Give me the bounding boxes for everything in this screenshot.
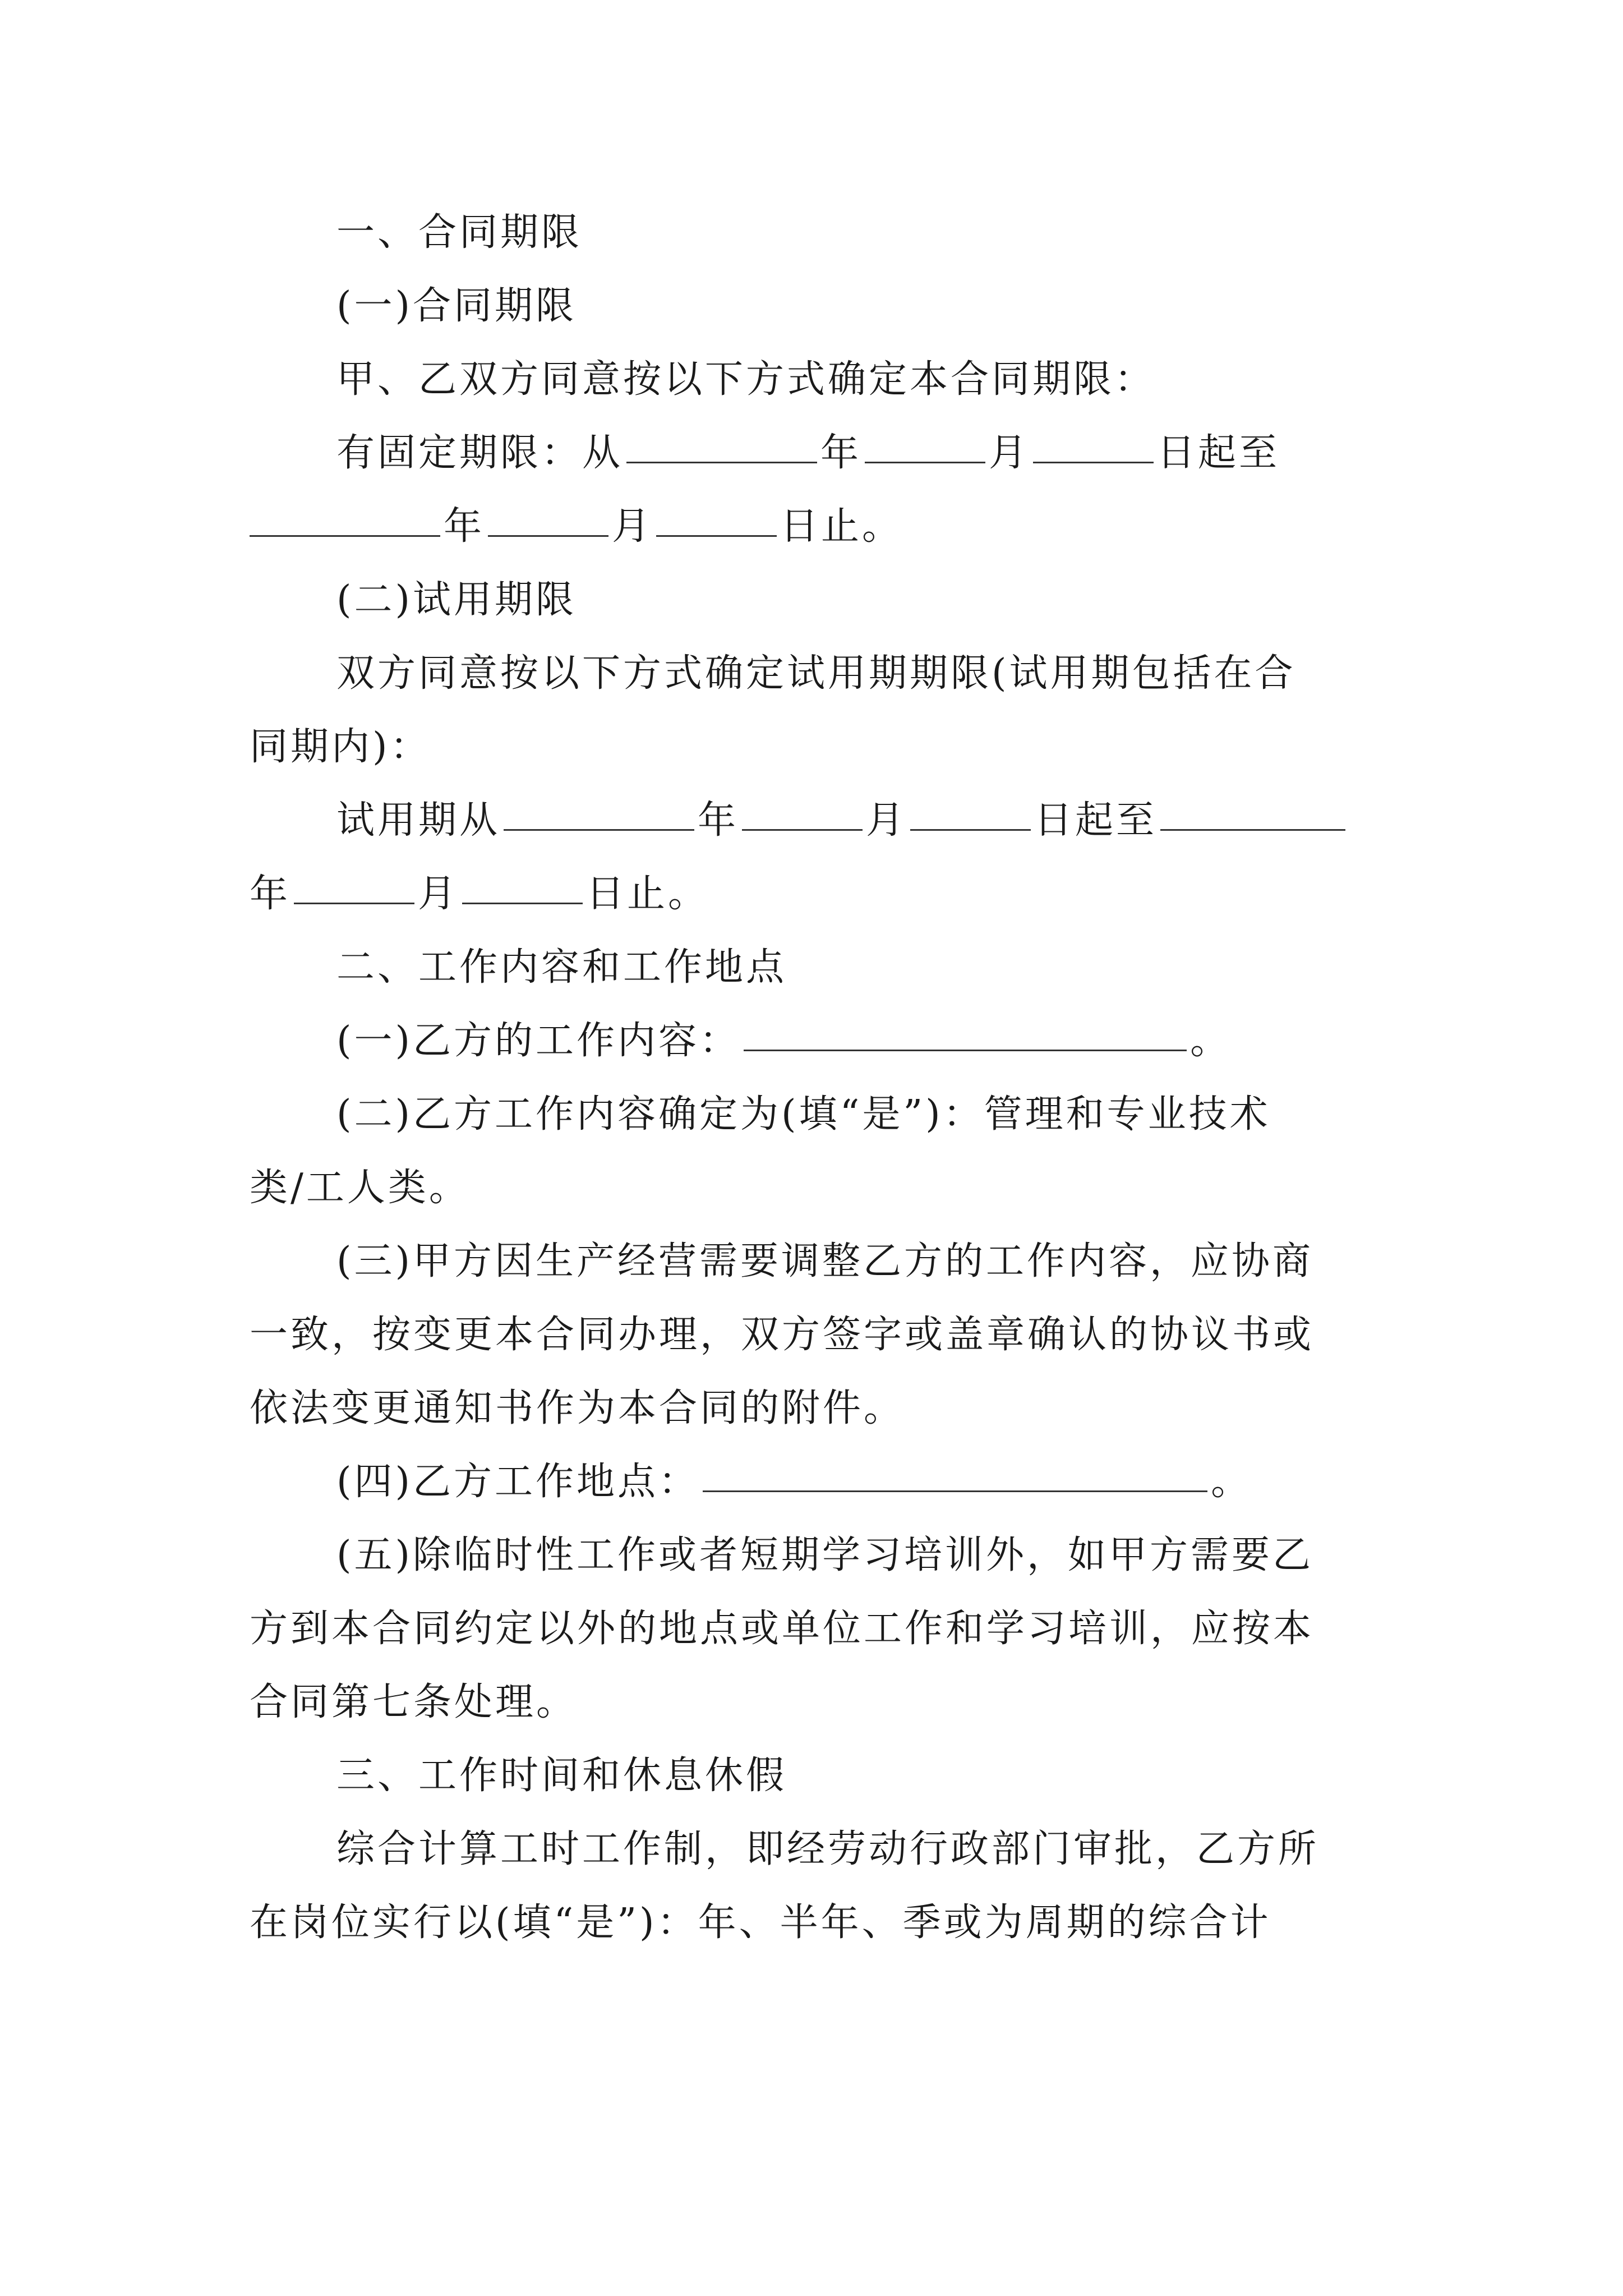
- probation-end-day-blank[interactable]: [462, 863, 583, 904]
- section-3-heading: 三、工作时间和休息休假: [336, 1754, 787, 1798]
- probation-intro-line-2: 同期内)：: [250, 725, 431, 769]
- probation-start-year-blank[interactable]: [504, 790, 694, 831]
- section-1-heading: 一、合同期限: [336, 210, 583, 255]
- probation-intro-line-1: 双方同意按以下方式确定试用期期限(试用期包括在合: [336, 651, 1296, 696]
- working-hours-line-2: 在岗位实行以(填“是”)：年、半年、季或为周期的综合计: [250, 1901, 1271, 1945]
- work-location-period: 。: [1211, 1460, 1252, 1504]
- working-hours-line-1: 综合计算工时工作制，即经劳动行政部门审批，乙方所: [336, 1827, 1320, 1871]
- work-type-line-2: 类/工人类。: [250, 1166, 470, 1210]
- fixed-term-end-day-blank[interactable]: [656, 496, 777, 537]
- fixed-term-start-year-blank[interactable]: [626, 422, 817, 463]
- probation-prefix: 试用期从: [336, 798, 501, 843]
- fixed-term-start-month-blank[interactable]: [865, 422, 985, 463]
- adjust-content-line-1: (三)甲方因生产经营需要调整乙方的工作内容，应协商: [336, 1239, 1314, 1283]
- unit-day-end: 日止。: [586, 872, 709, 916]
- offsite-work-line-1: (五)除临时性工作或者短期学习培训外，如甲方需要乙: [336, 1533, 1314, 1577]
- section-2-heading: 二、工作内容和工作地点: [336, 945, 787, 990]
- section-1-intro: 甲、乙双方同意按以下方式确定本合同期限：: [336, 357, 1156, 402]
- unit-year: 年: [698, 798, 739, 843]
- unit-day-end: 日止。: [780, 504, 903, 549]
- work-location-label: (四)乙方工作地点：: [336, 1460, 700, 1504]
- unit-month: 月: [989, 431, 1030, 475]
- fixed-term-end-month-blank[interactable]: [488, 496, 608, 537]
- section-1-sub-1: (一)合同期限: [336, 284, 577, 328]
- unit-year: 年: [820, 431, 862, 475]
- fixed-term-prefix: 有固定期限：从: [336, 431, 624, 475]
- work-location-blank[interactable]: [703, 1451, 1207, 1492]
- unit-day-from: 日起至: [1034, 798, 1158, 843]
- unit-year: 年: [444, 504, 485, 549]
- adjust-content-line-2: 一致，按变更本合同办理，双方签字或盖章确认的协议书或: [250, 1313, 1315, 1357]
- work-location-line: [250, 1451, 1388, 1513]
- probation-end-month-blank[interactable]: [294, 863, 414, 904]
- work-type-line-1: (二)乙方工作内容确定为(填“是”)：管理和专业技术: [336, 1092, 1271, 1137]
- fixed-term-start-day-blank[interactable]: [1033, 422, 1154, 463]
- probation-term-line: [250, 790, 1388, 852]
- offsite-work-line-2: 方到本合同约定以外的地点或单位工作和学习培训，应按本: [250, 1607, 1315, 1651]
- unit-day-from: 日起至: [1157, 431, 1280, 475]
- probation-end-line: [250, 863, 1388, 925]
- offsite-work-line-3: 合同第七条处理。: [250, 1680, 578, 1724]
- fixed-term-line: [250, 422, 1388, 484]
- unit-year: 年: [250, 872, 291, 916]
- work-content-line: [250, 1010, 1388, 1072]
- probation-start-day-blank[interactable]: [910, 790, 1031, 831]
- work-content-period: 。: [1190, 1019, 1232, 1063]
- fixed-term-end-year-blank[interactable]: [250, 496, 440, 537]
- adjust-content-line-3: 依法变更通知书作为本合同的附件。: [250, 1386, 905, 1430]
- probation-start-month-blank[interactable]: [742, 790, 863, 831]
- work-content-blank[interactable]: [744, 1010, 1187, 1051]
- unit-month: 月: [418, 872, 459, 916]
- fixed-term-end-line: [250, 496, 1388, 558]
- work-content-label: (一)乙方的工作内容：: [336, 1019, 741, 1063]
- probation-end-year-blank[interactable]: [1160, 790, 1345, 831]
- section-1-sub-2: (二)试用期限: [336, 578, 577, 622]
- unit-month: 月: [866, 798, 907, 843]
- unit-month: 月: [612, 504, 653, 549]
